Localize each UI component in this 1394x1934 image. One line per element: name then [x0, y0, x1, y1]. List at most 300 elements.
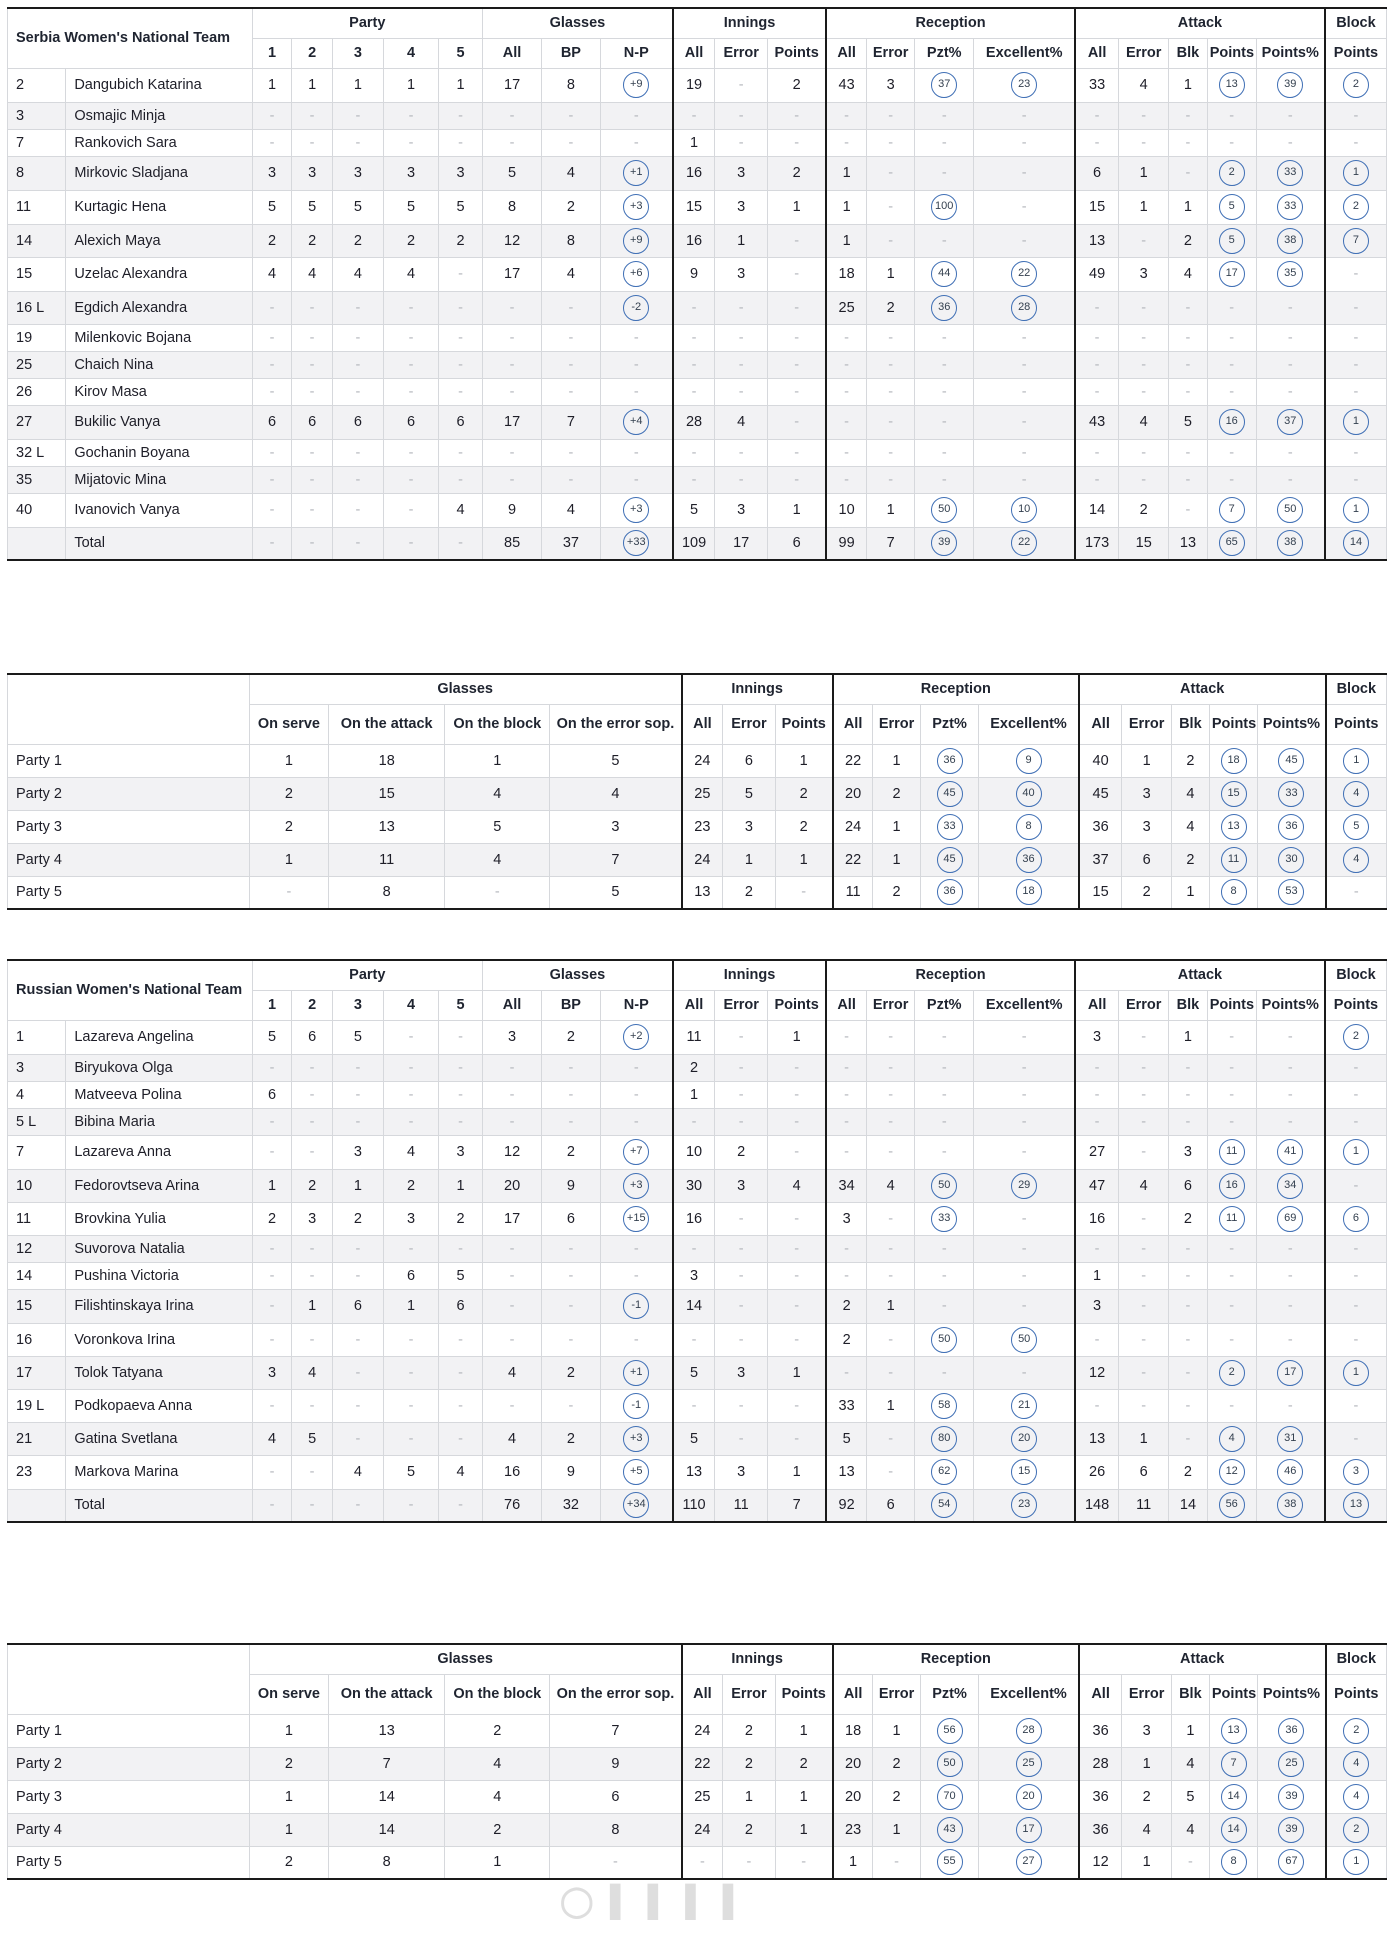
stat-cell [1256, 493, 1325, 527]
stat-cell [542, 439, 600, 466]
empty-dash: - [458, 134, 463, 151]
stat-cell: 13 [682, 876, 723, 909]
stat-cell: 1 [867, 257, 915, 291]
player-name: Matveeva Polina [66, 1081, 252, 1108]
column-header: Excellent% [974, 38, 1075, 68]
group-header-glasses: Glasses [482, 8, 673, 38]
stat-cell [332, 1489, 383, 1522]
stat-cell: 1 [873, 810, 920, 843]
stat-cell [1119, 291, 1169, 324]
stat-cell [332, 1235, 383, 1262]
stat-cell: 1 [867, 1289, 915, 1323]
stat-cell [1119, 1289, 1169, 1323]
circled-value: +5 [623, 1459, 649, 1485]
stat-cell: 5 [439, 190, 483, 224]
stat-cell [775, 876, 833, 909]
stat-cell [974, 324, 1075, 351]
circled-value: 39 [1277, 72, 1303, 98]
circled-value: 33 [1277, 194, 1303, 220]
stat-cell [383, 324, 438, 351]
empty-dash: - [888, 199, 894, 215]
stat-cell: 17 [482, 68, 541, 102]
empty-dash: - [1185, 329, 1191, 346]
stat-cell: 7 [329, 1747, 445, 1780]
stat-cell [1169, 1356, 1208, 1389]
empty-dash: - [691, 329, 697, 346]
player-name: Podkopaeva Anna [66, 1389, 252, 1422]
empty-dash: - [888, 1464, 894, 1480]
group-header-glasses: Glasses [249, 1644, 681, 1674]
empty-dash: - [1185, 1397, 1191, 1414]
circled-value: 50 [931, 1327, 957, 1353]
stat-cell [1207, 102, 1256, 129]
stat-cell [915, 378, 974, 405]
stat-cell [1209, 810, 1257, 843]
stat-cell: 5 [252, 1020, 292, 1054]
stat-cell [673, 378, 715, 405]
circled-value: 18 [1221, 748, 1247, 774]
stat-cell: 6 [383, 1262, 438, 1289]
player-row [8, 1262, 1387, 1289]
stat-cell [1326, 777, 1387, 810]
stat-cell [292, 291, 333, 324]
stat-cell [1258, 843, 1326, 876]
player-number: 16 L [8, 291, 66, 324]
stat-cell [1207, 1323, 1256, 1356]
empty-dash: - [633, 107, 639, 124]
circled-value: 46 [1277, 1459, 1303, 1485]
empty-dash: - [1021, 329, 1027, 346]
stat-cell [915, 1262, 974, 1289]
stat-cell [600, 1262, 673, 1289]
column-header: Pzt% [920, 1674, 979, 1714]
empty-dash: - [1094, 329, 1100, 346]
empty-dash: - [738, 1240, 744, 1257]
circled-value: 33 [1278, 781, 1304, 807]
empty-dash: - [1229, 383, 1235, 400]
stat-cell [915, 156, 974, 190]
stat-cell: 14 [329, 1780, 445, 1813]
stat-cell [1207, 466, 1256, 493]
empty-dash: - [1141, 329, 1147, 346]
stat-cell [542, 324, 600, 351]
empty-dash: - [794, 1086, 800, 1103]
empty-dash: - [1287, 1059, 1293, 1076]
circled-value: 37 [1277, 409, 1303, 435]
stat-cell: 1 [723, 1780, 775, 1813]
empty-dash: - [1287, 1298, 1293, 1314]
stat-cell [600, 1489, 673, 1522]
stat-cell: 5 [332, 1020, 383, 1054]
stat-cell [867, 224, 915, 257]
stat-cell [439, 1422, 483, 1455]
stat-cell [1326, 1846, 1387, 1879]
stat-cell: 5 [826, 1422, 867, 1455]
stat-cell: 5 [673, 1422, 715, 1455]
stat-cell: 3 [723, 810, 775, 843]
circled-value: 25 [1278, 1751, 1304, 1777]
stat-cell [383, 1356, 438, 1389]
circled-value: 31 [1277, 1426, 1303, 1452]
stat-cell [673, 324, 715, 351]
stat-cell [252, 1054, 292, 1081]
stat-cell [1169, 466, 1208, 493]
empty-dash: - [1229, 1059, 1235, 1076]
stat-cell [1325, 527, 1387, 560]
empty-dash: - [1229, 444, 1235, 461]
stat-cell: 25 [682, 777, 723, 810]
player-row [8, 1081, 1387, 1108]
player-number: 21 [8, 1422, 66, 1455]
empty-dash: - [1021, 1029, 1027, 1045]
stat-cell [768, 291, 826, 324]
stat-cell [439, 1020, 483, 1054]
column-header: 2 [292, 990, 333, 1020]
stat-cell: 4 [383, 257, 438, 291]
stat-cell: 1 [826, 156, 867, 190]
empty-dash: - [1287, 1397, 1293, 1414]
stat-cell: 14 [673, 1289, 715, 1323]
stat-cell [1325, 102, 1387, 129]
stat-cell [715, 1262, 768, 1289]
empty-dash: - [844, 414, 850, 430]
stat-cell: 3 [867, 68, 915, 102]
stat-cell: 2 [1122, 1780, 1171, 1813]
empty-dash: - [1229, 356, 1235, 373]
column-header: Pzt% [915, 990, 974, 1020]
stat-cell: 28 [673, 405, 715, 439]
empty-dash: - [309, 134, 315, 151]
stat-cell [600, 1108, 673, 1135]
circled-value: 12 [1219, 1459, 1245, 1485]
stat-cell [1169, 1389, 1208, 1422]
stat-cell [332, 1356, 383, 1389]
stat-cell: 13 [329, 810, 445, 843]
stat-cell [439, 351, 483, 378]
column-header: Blk [1169, 990, 1208, 1020]
column-header: 3 [332, 38, 383, 68]
empty-dash: - [355, 329, 361, 346]
set-name: Party 3 [8, 810, 250, 843]
stat-cell: 5 [673, 493, 715, 527]
stat-cell [826, 1262, 867, 1289]
stat-cell [1325, 324, 1387, 351]
stat-cell [715, 1389, 768, 1422]
stat-cell [383, 1389, 438, 1422]
empty-dash: - [1353, 1430, 1359, 1447]
stat-cell: 1 [1169, 68, 1208, 102]
empty-dash: - [309, 1086, 315, 1103]
column-header: On the error sop. [550, 704, 682, 744]
stat-cell: 5 [292, 190, 333, 224]
circled-value: 2 [1343, 1817, 1369, 1843]
circled-value: 8 [1221, 1849, 1247, 1875]
circled-value: 7 [1219, 497, 1245, 523]
circled-value: +1 [623, 1360, 649, 1386]
circled-value: 33 [931, 1206, 957, 1232]
stat-cell [867, 1202, 915, 1235]
stat-cell: 1 [768, 493, 826, 527]
stat-cell [439, 1356, 483, 1389]
stat-cell [979, 810, 1079, 843]
stat-cell [252, 102, 292, 129]
empty-dash: - [691, 444, 697, 461]
stat-cell: 85 [482, 527, 541, 560]
stat-cell [1325, 1289, 1387, 1323]
empty-dash: - [1185, 502, 1191, 518]
stat-cell [1169, 1289, 1208, 1323]
empty-dash: - [1287, 107, 1293, 124]
stat-cell: 17 [715, 527, 768, 560]
circled-value: 50 [931, 1173, 957, 1199]
stat-cell: 3 [482, 1020, 541, 1054]
stat-cell [332, 1081, 383, 1108]
player-name: Rankovich Sara [66, 129, 252, 156]
empty-dash: - [1021, 1059, 1027, 1076]
column-header: All [482, 990, 541, 1020]
empty-dash: - [738, 329, 744, 346]
stat-cell [1207, 378, 1256, 405]
stat-cell [1325, 1323, 1387, 1356]
player-number: 7 [8, 1135, 66, 1169]
column-header: All [826, 990, 867, 1020]
stat-cell [332, 466, 383, 493]
stat-cell [715, 1422, 768, 1455]
empty-dash: - [458, 1240, 463, 1257]
stat-cell [826, 129, 867, 156]
stat-cell: 1 [833, 1846, 873, 1879]
set-row [8, 777, 1387, 810]
stat-cell: 25 [826, 291, 867, 324]
stat-cell: 2 [775, 1747, 833, 1780]
circled-value: 4 [1343, 781, 1369, 807]
empty-dash: - [408, 1497, 414, 1514]
stat-cell [1256, 224, 1325, 257]
stat-cell: 4 [292, 257, 333, 291]
stat-cell [1119, 1202, 1169, 1235]
player-row [8, 190, 1387, 224]
empty-dash: - [1353, 266, 1359, 282]
stat-cell [600, 1169, 673, 1202]
empty-dash: - [1353, 1086, 1359, 1103]
empty-dash: - [269, 1331, 275, 1348]
stat-cell: 1 [1171, 1714, 1209, 1747]
empty-dash: - [269, 1240, 275, 1257]
stat-cell [1256, 405, 1325, 439]
empty-dash: - [691, 1113, 697, 1130]
stat-cell: 24 [682, 843, 723, 876]
stat-cell [600, 1081, 673, 1108]
stat-cell [383, 439, 438, 466]
stat-cell [1256, 439, 1325, 466]
circled-value: 14 [1343, 530, 1369, 556]
empty-dash: - [568, 134, 574, 151]
column-header: Points [1209, 1674, 1257, 1714]
stat-cell [1325, 1389, 1387, 1422]
stat-cell [920, 1714, 979, 1747]
empty-dash: - [355, 1331, 361, 1348]
stat-cell [768, 405, 826, 439]
stat-cell [439, 439, 483, 466]
stat-cell: 49 [1075, 257, 1119, 291]
empty-dash: - [269, 1059, 275, 1076]
stat-cell: 6 [439, 1289, 483, 1323]
stat-cell: 1 [332, 68, 383, 102]
stat-cell: 3 [715, 1455, 768, 1489]
empty-dash: - [1353, 1113, 1359, 1130]
stat-cell [768, 1081, 826, 1108]
stat-cell: 148 [1075, 1489, 1119, 1522]
stat-cell: 2 [542, 190, 600, 224]
stat-cell [1119, 439, 1169, 466]
empty-dash: - [309, 1267, 315, 1284]
stat-cell [1326, 810, 1387, 843]
stat-cell [1119, 1020, 1169, 1054]
stat-cell: 36 [1079, 1714, 1122, 1747]
stat-cell [542, 291, 600, 324]
column-header: Points [768, 38, 826, 68]
empty-dash: - [355, 1113, 361, 1130]
empty-dash: - [888, 471, 894, 488]
stat-cell [383, 291, 438, 324]
stat-cell: 22 [682, 1747, 723, 1780]
stat-cell [439, 129, 483, 156]
empty-dash: - [458, 471, 463, 488]
empty-dash: - [794, 1267, 800, 1284]
stat-cell [383, 493, 438, 527]
circled-value: 2 [1219, 1360, 1245, 1386]
empty-dash: - [794, 232, 800, 249]
stat-cell: 1 [1122, 744, 1171, 777]
empty-dash: - [738, 1397, 744, 1414]
stat-cell [292, 378, 333, 405]
stat-cell [826, 1081, 867, 1108]
stat-cell [1326, 876, 1387, 909]
empty-dash: - [738, 444, 744, 461]
stat-cell [482, 1235, 541, 1262]
circled-value: 20 [1016, 1784, 1042, 1810]
empty-dash: - [408, 535, 414, 552]
empty-dash: - [458, 299, 463, 316]
group-header-block: Block [1325, 960, 1387, 990]
empty-dash: - [1287, 299, 1293, 316]
stat-cell: 2 [768, 68, 826, 102]
stat-cell [600, 156, 673, 190]
empty-dash: - [1229, 1331, 1235, 1348]
stat-cell [715, 324, 768, 351]
empty-dash: - [1021, 1364, 1027, 1381]
stat-cell [974, 1202, 1075, 1235]
empty-dash: - [888, 1430, 894, 1447]
empty-dash: - [458, 383, 463, 400]
group-header-block: Block [1326, 1644, 1387, 1674]
column-header: On serve [249, 1674, 328, 1714]
stat-cell [1207, 527, 1256, 560]
empty-dash: - [691, 471, 697, 488]
stat-cell [1325, 405, 1387, 439]
stat-cell: 1 [252, 68, 292, 102]
circled-value: 33 [937, 814, 963, 840]
stat-cell: 2 [249, 1846, 328, 1879]
group-header-block: Block [1325, 8, 1387, 38]
stat-cell [974, 190, 1075, 224]
circled-value: 23 [1011, 72, 1037, 98]
stat-cell [439, 291, 483, 324]
empty-dash: - [1185, 1331, 1191, 1348]
empty-dash: - [844, 444, 850, 461]
stat-cell [1169, 1235, 1208, 1262]
empty-dash: - [568, 1240, 574, 1257]
stat-cell [252, 129, 292, 156]
empty-dash: - [1287, 471, 1293, 488]
stat-cell: 2 [826, 1323, 867, 1356]
circled-value: 58 [931, 1393, 957, 1419]
stat-cell: 3 [383, 156, 438, 190]
player-row [8, 1455, 1387, 1489]
stat-cell [673, 102, 715, 129]
stat-cell: 16 [673, 224, 715, 257]
group-header-attack: Attack [1075, 8, 1325, 38]
stat-cell [1119, 224, 1169, 257]
circled-value: 28 [1011, 295, 1037, 321]
circled-value: +3 [623, 1426, 649, 1452]
stat-cell: 6 [768, 527, 826, 560]
stat-cell [915, 1202, 974, 1235]
set-row [8, 1747, 1387, 1780]
stat-cell [600, 378, 673, 405]
empty-dash: - [1185, 299, 1191, 316]
group-header-reception: Reception [826, 8, 1075, 38]
stat-cell: 6 [542, 1202, 600, 1235]
empty-dash: - [568, 1267, 574, 1284]
stat-cell: 2 [439, 1202, 483, 1235]
stat-cell [482, 1262, 541, 1289]
player-name: Markova Marina [66, 1455, 252, 1489]
empty-dash: - [1094, 1331, 1100, 1348]
player-number: 15 [8, 1289, 66, 1323]
empty-dash: - [1141, 1298, 1147, 1314]
stat-cell [292, 1235, 333, 1262]
stat-cell: 3 [332, 156, 383, 190]
column-header: Error [1122, 1674, 1171, 1714]
column-header: All [1075, 38, 1119, 68]
stat-cell: 2 [1171, 744, 1209, 777]
circled-value: 50 [1011, 1327, 1037, 1353]
column-header: All [673, 990, 715, 1020]
player-name: Milenkovic Bojana [66, 324, 252, 351]
column-header: Blk [1171, 1674, 1209, 1714]
stat-cell [1207, 1356, 1256, 1389]
empty-dash: - [1094, 383, 1100, 400]
stat-cell [439, 378, 483, 405]
stat-cell: 6 [1075, 156, 1119, 190]
stat-cell: 20 [833, 1780, 873, 1813]
stat-cell: 13 [826, 1455, 867, 1489]
empty-dash: - [844, 1267, 850, 1284]
stat-cell [715, 1081, 768, 1108]
stat-cell [252, 527, 292, 560]
circled-value: 7 [1221, 1751, 1247, 1777]
stat-cell [1258, 1846, 1326, 1879]
stat-cell [292, 1135, 333, 1169]
stat-cell [974, 291, 1075, 324]
stat-cell [920, 843, 979, 876]
stat-cell: 99 [826, 527, 867, 560]
circled-value: 28 [1016, 1718, 1042, 1744]
stat-cell: 4 [1119, 405, 1169, 439]
empty-dash: - [408, 356, 414, 373]
empty-dash: - [408, 1240, 414, 1257]
